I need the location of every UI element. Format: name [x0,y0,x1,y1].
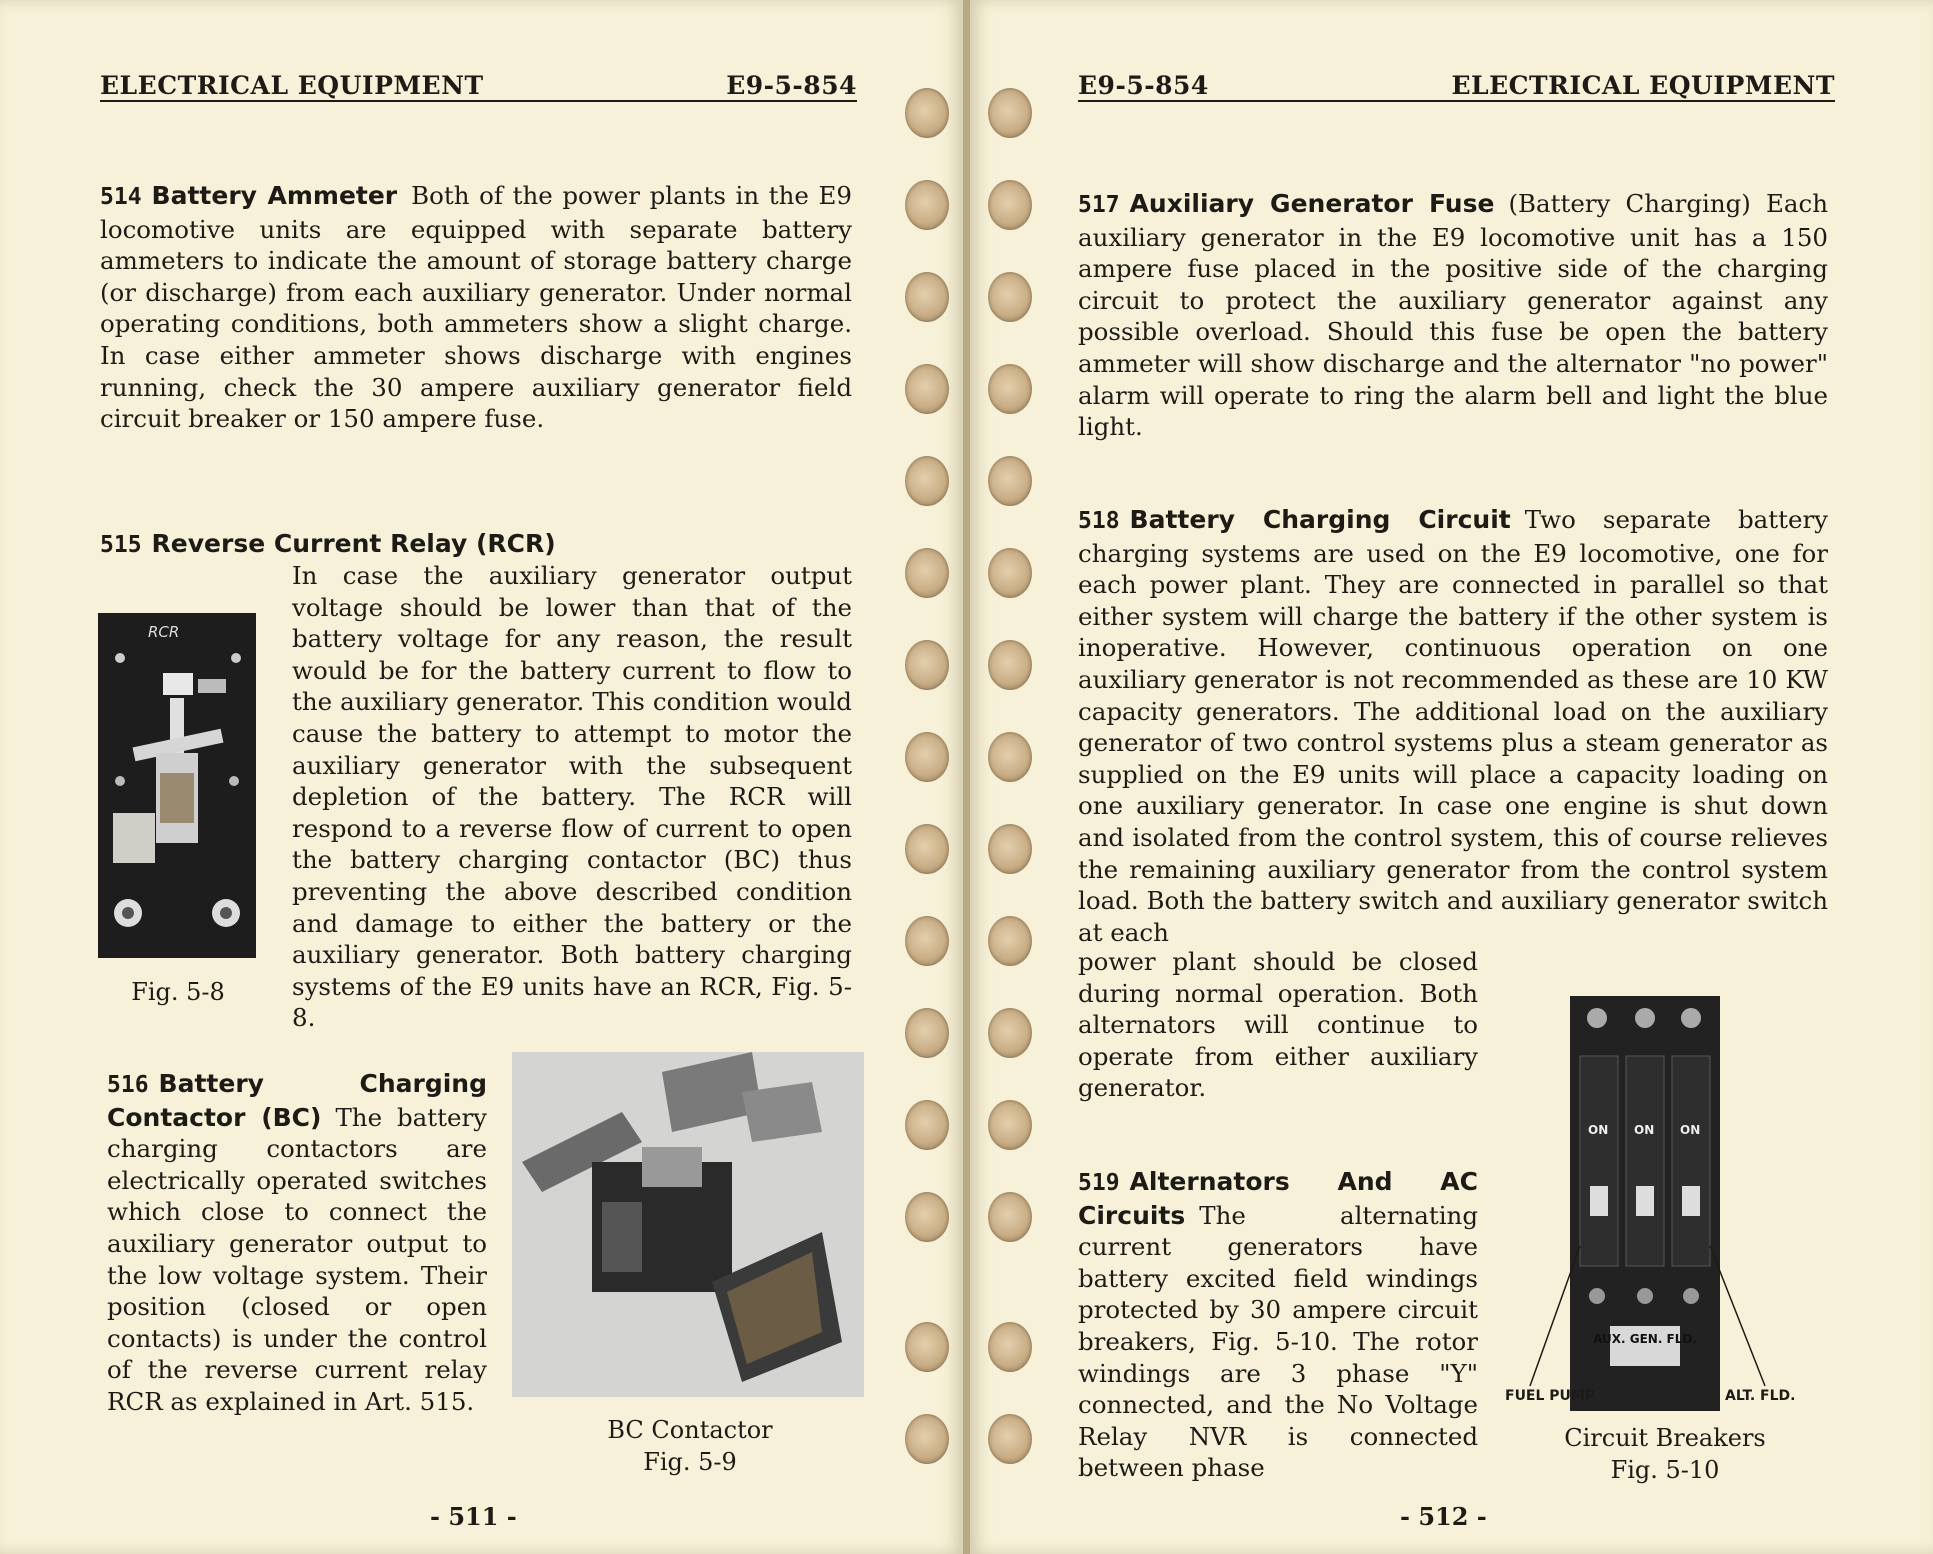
binding-hole [905,824,949,874]
figure-caption-number: Fig. 5-9 [643,1448,737,1476]
section-514 [100,180,852,435]
section-title: Reverse Current Relay (RCR) [151,529,556,558]
binding-hole [988,1322,1032,1372]
header-code: E9-5-854 [726,71,857,100]
section-518-continued: power plant should be closed during normal operation. Both alternators will continue to operate from either auxiliary generator. [1078,947,1478,1103]
section-text: The alternating current generators have battery excited field windings protected by 30 ampere circuit breakers, Fig. 5-10. The rotor windings are 3 phase "Y" connected, and the No Voltage Relay NVR is connected between phase [1078,1200,1478,1483]
figure-caption-title: Circuit Breakers [1564,1424,1766,1452]
breaker-on-label: ON [1680,1123,1701,1137]
section-515-heading [100,528,852,562]
section-text: Each auxiliary generator in the E9 locomotive unit has a 150 ampere fuse placed in the positive side of the charging circuit to protect the auxiliary generator against any possible overload. Should this fuse be open the battery ammeter will show discharge and the alternator "no power" alarm will operate to ring the alarm bell and light the blue light. [1078,189,1828,442]
breaker-on-label: ON [1634,1123,1655,1137]
circuit-breakers-figure [1505,996,1840,1411]
binding-hole [988,1414,1032,1464]
section-title: Battery Charging Circuit [1129,505,1511,534]
binding-hole [905,640,949,690]
fuel-pump-label: FUEL PUMP [1505,1388,1596,1404]
binding-hole [988,640,1032,690]
binding-hole [988,180,1032,230]
section-519 [1078,1166,1478,1484]
binding-hole [988,1192,1032,1242]
binding-hole [905,364,949,414]
rcr-photo [98,613,256,958]
rcr-photo-label: RCR [148,623,180,641]
binding-hole [905,732,949,782]
circuit-breakers-image [1505,996,1840,1411]
binding-hole [988,456,1032,506]
section-title: Battery Charging Contactor (BC) [107,1069,487,1132]
binding-hole [905,1100,949,1150]
book-spine [963,0,970,1554]
binding-hole [905,456,949,506]
figure-caption [560,1414,820,1478]
binding-hole [905,272,949,322]
bc-contactor-photo [512,1052,864,1397]
section-title: Alternators And AC Circuits [1078,1167,1478,1230]
binding-hole [988,1008,1032,1058]
section-518 [1078,504,1828,948]
figure-caption [1535,1422,1795,1486]
section-515-text: In case the auxiliary generator output voltage should be lower than that of the battery voltage for any reason, the result would be for the battery current to flow to the auxiliary generator. This condition would cause the battery to attempt to motor the auxiliary generator with the subsequent depletion of the battery. The RCR will respond to a reverse flow of current to open the battery charging contactor (BC) thus preventing the above described condition and damage to either the battery or the auxiliary generator. Both battery charging systems of the E9 units have an RCR, Fig. 5-8. [292,561,852,1033]
binding-hole [905,1008,949,1058]
binding-hole [905,180,949,230]
binding-hole [905,1322,949,1372]
figure-caption-title: BC Contactor [607,1416,773,1444]
section-title: Battery Ammeter [151,181,398,210]
page-number: - 511 - [430,1502,517,1531]
breaker-on-label: ON [1588,1123,1609,1137]
binding-hole [988,272,1032,322]
binding-hole [988,88,1032,138]
section-517 [1078,188,1828,443]
section-number: 518 [1078,508,1120,534]
rcr-relay-image [98,613,256,958]
section-516 [107,1068,487,1418]
page-header [1078,66,1835,102]
binding-hole [988,916,1032,966]
section-text: The battery charging contactors are electrically operated switches which close to connect the auxiliary generator output to the low voltage system. Their position (closed or open contacts) is under the control of the reverse current relay RCR as explained in Art. 515. [107,1102,487,1416]
alt-fld-label: ALT. FLD. [1725,1388,1796,1404]
bc-contactor-image [512,1052,864,1397]
section-number: 516 [107,1072,149,1098]
binding-hole [905,1192,949,1242]
section-subtitle: (Battery Charging) [1508,189,1751,218]
section-title: Auxiliary Generator Fuse [1129,189,1495,218]
page-header [100,66,857,102]
section-text: Both of the power plants in the E9 locomotive units are equipped with separate battery ammeters to indicate the amount of storage battery charge (or discharge) from each auxiliary generator. Under normal operating conditions, both ammeters show a slight charge. In case either ammeter shows discharge with engines running, check the 30 ampere auxiliary generator field circuit breaker or 150 ampere fuse. [100,181,853,434]
header-code: E9-5-854 [1078,71,1209,100]
binding-hole [905,88,949,138]
binding-hole [988,1100,1032,1150]
binding-hole [988,548,1032,598]
figure-caption-number: Fig. 5-10 [1610,1456,1720,1484]
section-text: Two separate battery charging systems are used on the E9 locomotive, one for each power plant. They are connected in parallel so that either system will charge the battery if the other system is inoperative. However, continuous operation on one auxiliary generator is not recommended as these are 10 KW capacity generators. The additional load on the auxiliary generator of two control systems plus a steam generator as supplied on the E9 units will place a capacity loading on one auxiliary generator. In case one engine is shut down and isolated from the control system, this of course relieves the remaining auxiliary generator from the control system load. Both the battery switch and auxiliary generator switch at each [1078,505,1829,947]
binding-hole [905,548,949,598]
section-number: 517 [1078,192,1120,218]
left-page [0,0,963,1554]
header-title: ELECTRICAL EQUIPMENT [100,71,484,100]
section-number: 515 [100,532,142,558]
section-number: 514 [100,184,142,210]
binding-hole [988,364,1032,414]
header-title: ELECTRICAL EQUIPMENT [1451,71,1835,100]
binding-hole [988,824,1032,874]
binding-hole [905,916,949,966]
binding-hole [988,732,1032,782]
aux-gen-fld-label: AUX. GEN. FLD. [1593,1332,1697,1346]
right-page [970,0,1933,1554]
binding-hole [905,1414,949,1464]
figure-caption: Fig. 5-8 [131,978,225,1006]
section-number: 519 [1078,1170,1120,1196]
page-number: - 512 - [1400,1502,1487,1531]
